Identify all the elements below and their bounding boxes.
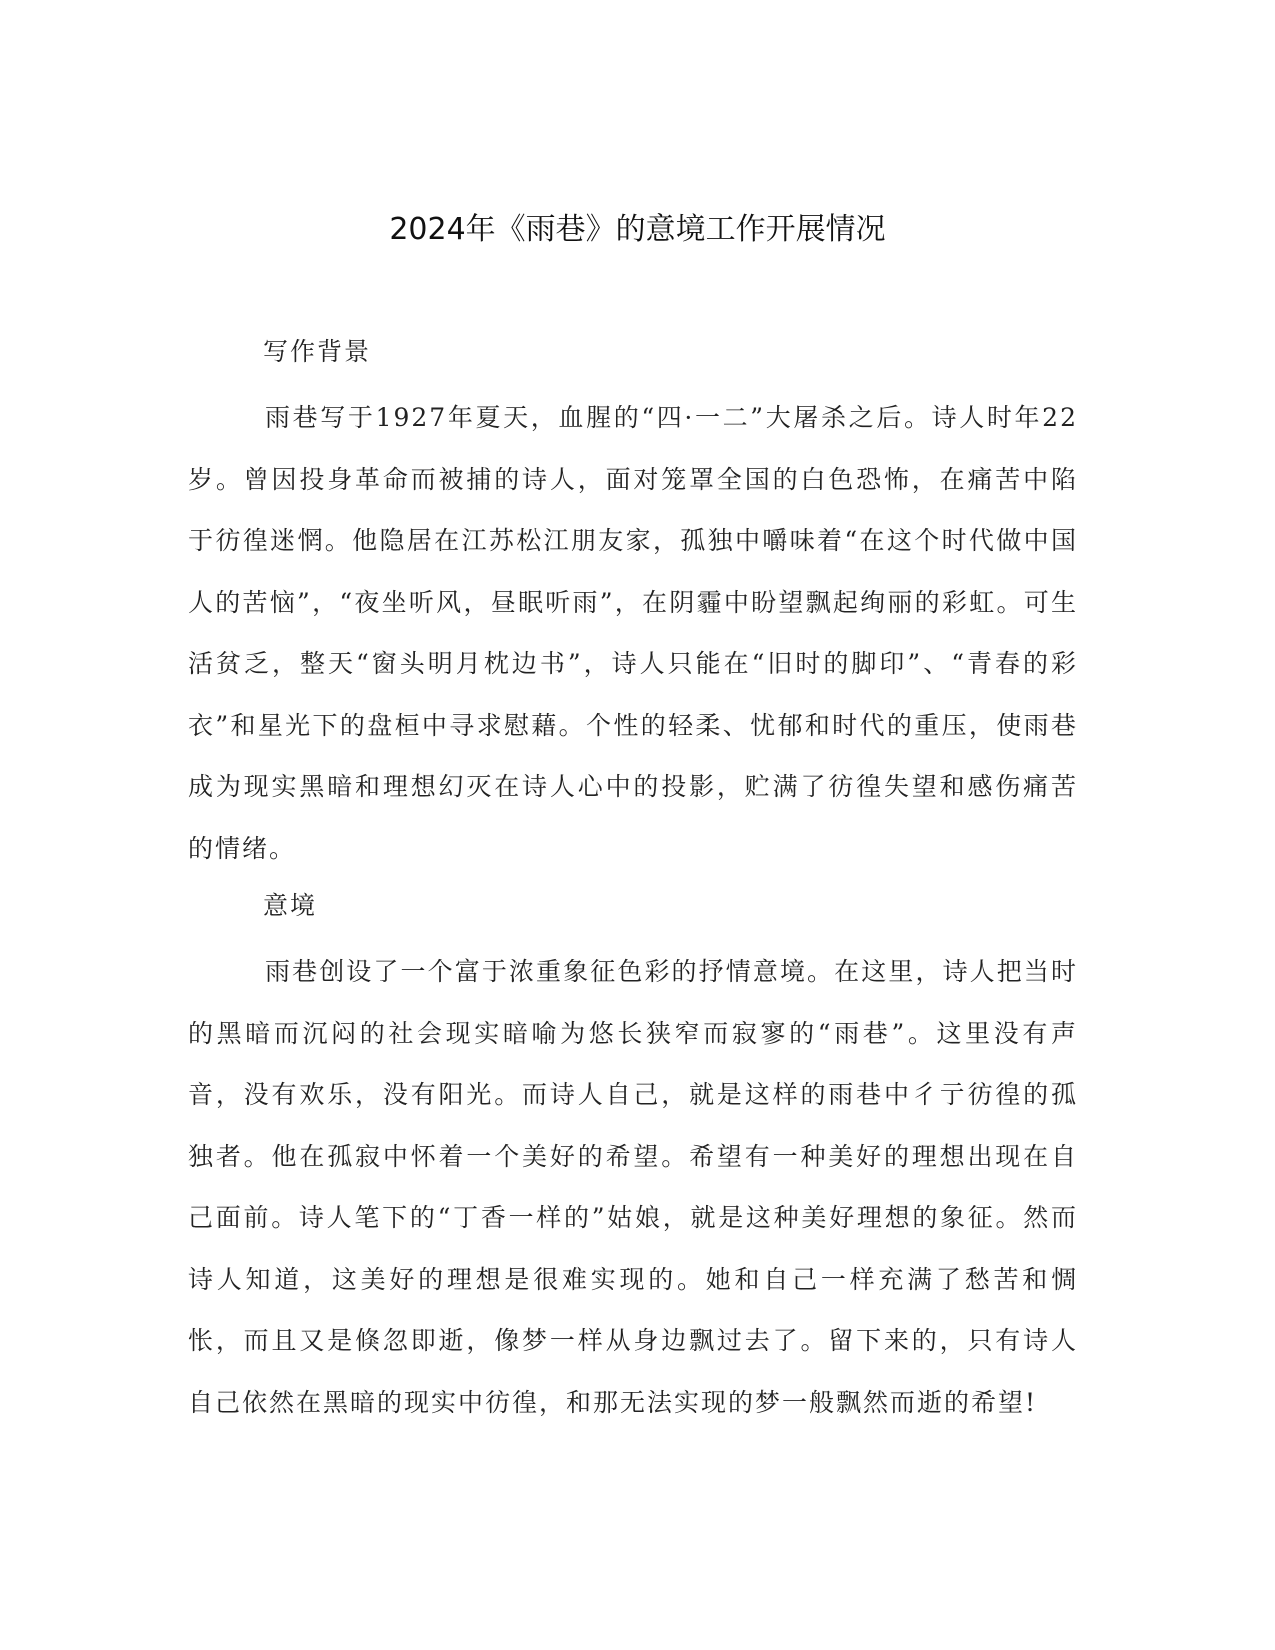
document-title: 2024年《雨巷》的意境工作开展情况 <box>389 212 886 247</box>
paragraph-background: 雨巷写于1927年夏天，血腥的“四·一二”大屠杀之后。诗人时年22岁。曾因投身革命而被捕的诗人，面对笼罩全国的白色恐怖，在痛苦中陷于彷徨迷惘。他隐居在江苏松江朋友家，孤独中嚼味着“在这个时代做中国人的苦恼”，“夜坐听风，昼眠听雨”，在阴霾中盼望飘起绚丽的彩虹。可生活贫乏，整天“窗头明月枕边书”，诗人只能在“旧时的脚印”、“青春的彩衣”和星光下的盘桓中寻求慰藉。个性的轻柔、忧郁和时代的重压，使雨巷成为现实黑暗和理想幻灭在诗人心中的投影，贮满了彷徨失望和感伤痛苦的情绪。 <box>188 403 1078 863</box>
section-heading-imagery: 意境 <box>263 891 318 920</box>
paragraph-imagery: 雨巷创设了一个富于浓重象征色彩的抒情意境。在这里，诗人把当时的黑暗而沉闷的社会现实暗喻为悠长狭窄而寂寥的“雨巷”。这里没有声音，没有欢乐，没有阳光。而诗人自己，就是这样的雨巷中彳亍彷徨的孤独者。他在孤寂中怀着一个美好的希望。希望有一种美好的理想出现在自己面前。诗人笔下的“丁香一样的”姑娘，就是这种美好理想的象征。然而诗人知道，这美好的理想是很难实现的。她和自己一样充满了愁苦和惆怅，而且又是倏忽即逝，像梦一样从身边飘过去了。留下来的，只有诗人自己依然在黑暗的现实中彷徨，和那无法实现的梦一般飘然而逝的希望! <box>188 957 1078 1417</box>
section-body-imagery <box>188 941 1078 1433</box>
section-body-background <box>188 387 1078 879</box>
section-heading-background: 写作背景 <box>263 337 372 366</box>
